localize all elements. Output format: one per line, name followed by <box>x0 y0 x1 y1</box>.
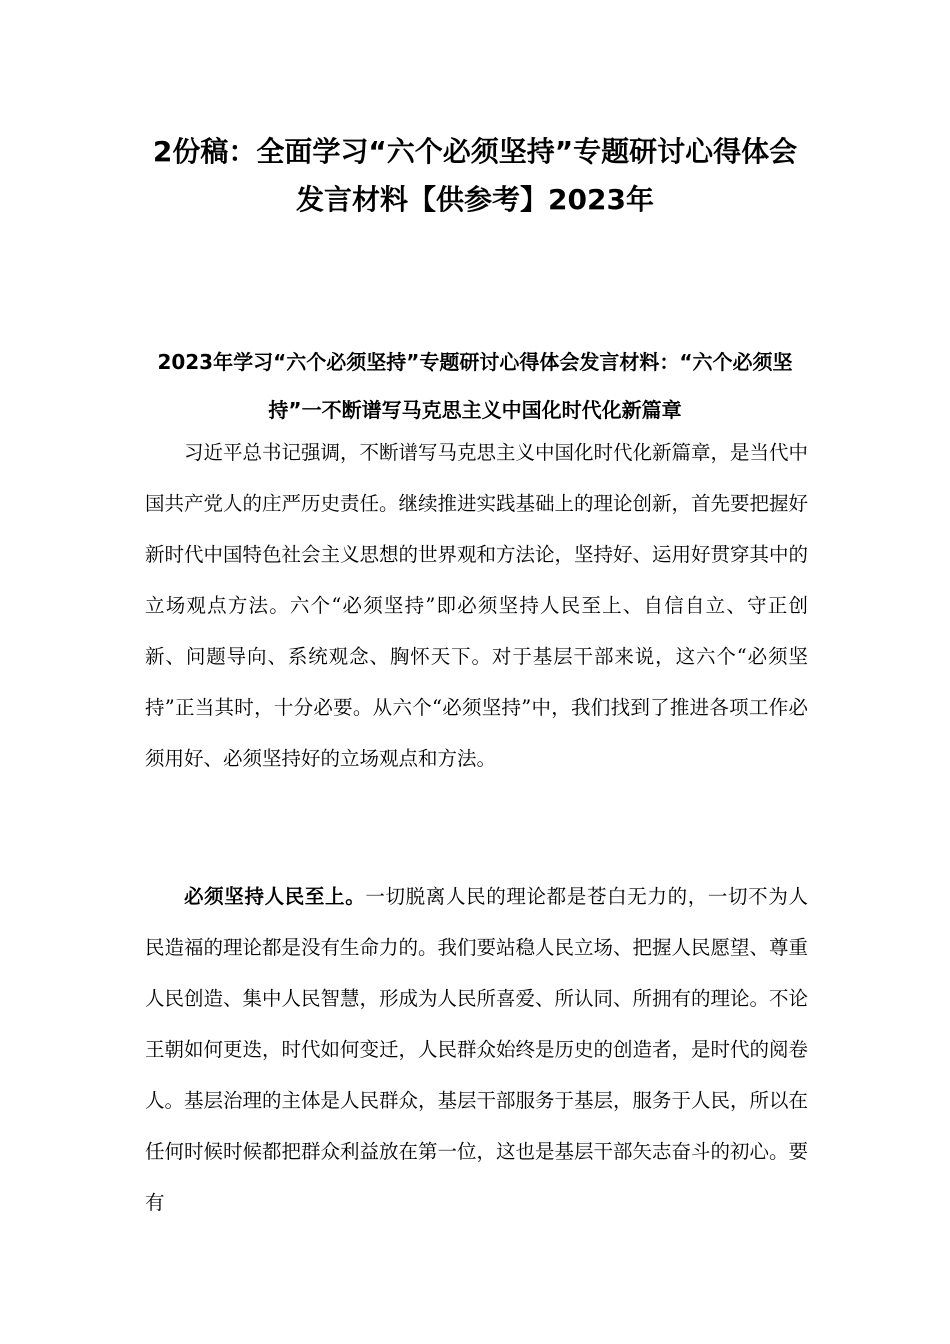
body-paragraph-2 <box>145 871 808 1228</box>
section-heading: 2023年学习“六个必须坚持”专题研讨心得体会发言材料：“六个必须坚持”一不断谱写马克思主义中国化时代化新篇章 <box>157 350 793 422</box>
document-title: 2份稿：全面学习“六个必须坚持”专题研讨心得体会发言材料【供参考】2023年 <box>152 135 798 216</box>
paragraph-lead-heading: 必须坚持人民至上。 <box>184 885 366 908</box>
body-paragraph-1: 习近平总书记强调，不断谱写马克思主义中国化时代化新篇章，是当代中国共产党人的庄严历史责任。继续推进实践基础上的理论创新，首先要把握好新时代中国特色社会主义思想的世界观和方法论，坚持好、运用好贯穿其中的立场观点方法。六个“必须坚持”即必须坚持人民至上、自信自立、守正创新、问题导向、系统观念、胸怀天下。对于基层干部来说，这六个“必须坚持”正当其时，十分必要。从六个“必须坚持”中，我们找到了推进各项工作必须用好、必须坚持好的立场观点和方法。 <box>145 441 809 770</box>
paragraph-body-text: 一切脱离人民的理论都是苍白无力的，一切不为人民造福的理论都是没有生命力的。我们要站稳人民立场、把握人民愿望、尊重人民创造、集中人民智慧，形成为人民所喜爱、所认同、所拥有的理论。不论王朝如何更迭，时代如何变迁，人民群众始终是历史的创造者，是时代的阅卷人。基层治理的主体是人民群众，基层干部服务于基层，服务于人民，所以在任何时候时候都把群众利益放在第一位，这也是基层干部矢志奋斗的初心。要有 <box>145 885 809 1214</box>
